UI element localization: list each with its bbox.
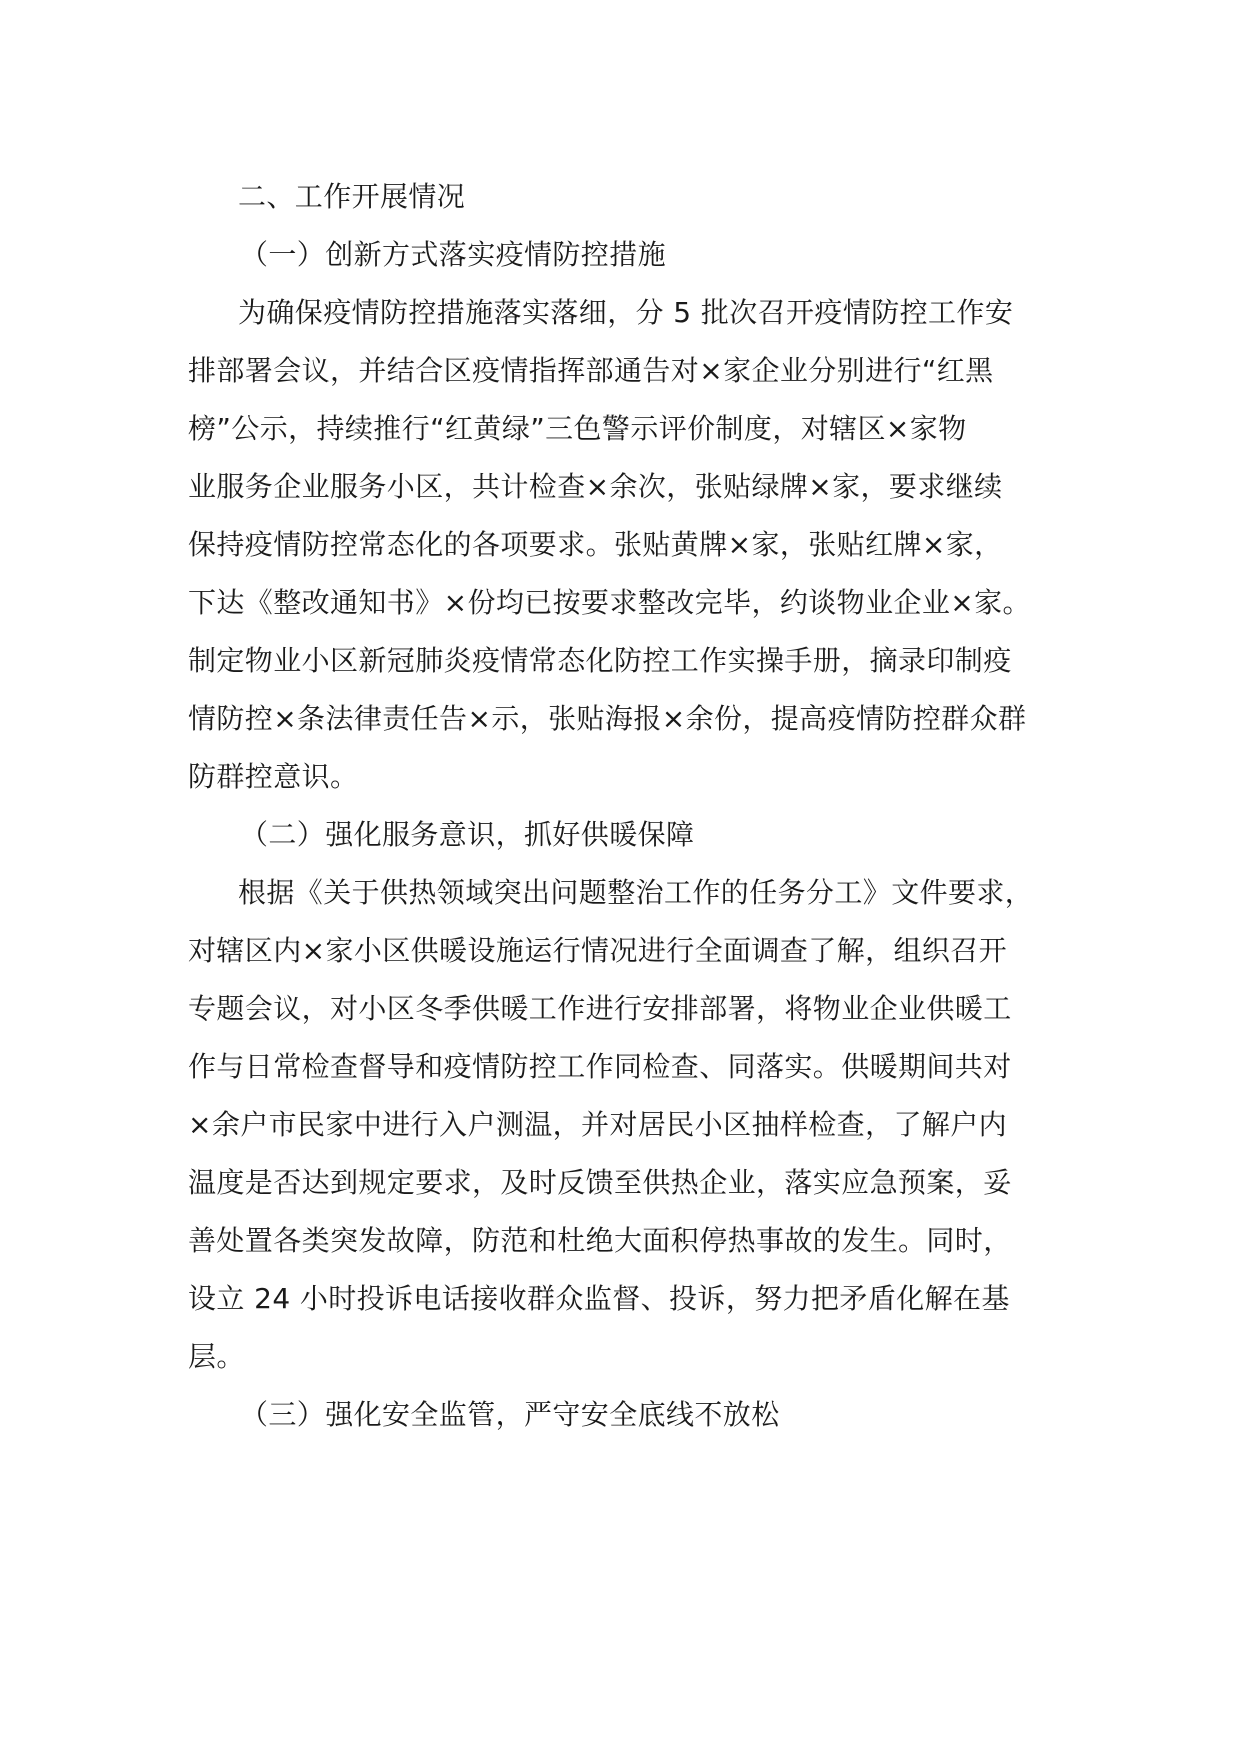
paragraph-1-line-3: 榜”公示，持续推行“红黄绿”三色警示评价制度，对辖区×家物 [188,412,967,445]
paragraph-1-line-5: 保持疫情防控常态化的各项要求。张贴黄牌×家，张贴红牌×家， [188,528,1003,561]
paragraph-1-line-8: 情防控×条法律责任告×示，张贴海报×余份，提高疫情防控群众群 [188,702,1027,735]
paragraph-2-line-1: 根据《关于供热领域突出问题整治工作的任务分工》文件要求， [238,876,1034,909]
paragraph-2-line-2: 对辖区内×家小区供暖设施运行情况进行全面调查了解，组织召开 [188,934,1008,967]
subsection-title-3: （三）强化安全监管，严守安全底线不放松 [240,1398,780,1431]
paragraph-2-line-5: ×余户市民家中进行入户测温，并对居民小区抽样检查，了解户内 [188,1108,1008,1141]
paragraph-2-line-9: 层。 [188,1340,245,1373]
paragraph-2-line-8: 设立 24 小时投诉电话接收群众监督、投诉，努力把矛盾化解在基 [188,1282,1010,1315]
paragraph-1-line-7: 制定物业小区新冠肺炎疫情常态化防控工作实操手册，摘录印制疫 [188,644,1012,677]
paragraph-2-line-6: 温度是否达到规定要求，及时反馈至供热企业，落实应急预案，妥 [188,1166,1012,1199]
section-heading: 二、工作开展情况 [238,180,466,213]
subsection-title-1: （一）创新方式落实疫情防控措施 [240,238,667,271]
paragraph-1-line-1: 为确保疫情防控措施落实落细，分 5 批次召开疫情防控工作安 [238,296,1014,329]
paragraph-1-line-9: 防群控意识。 [188,760,359,793]
paragraph-2-line-7: 善处置各类突发故障，防范和杜绝大面积停热事故的发生。同时， [188,1224,1012,1257]
paragraph-1-line-2: 排部署会议，并结合区疫情指挥部通告对×家企业分别进行“红黑 [188,354,994,387]
paragraph-2-line-4: 作与日常检查督导和疫情防控工作同检查、同落实。供暖期间共对 [188,1050,1012,1083]
paragraph-2-line-3: 专题会议，对小区冬季供暖工作进行安排部署，将物业企业供暖工 [188,992,1012,1025]
subsection-title-2: （二）强化服务意识，抓好供暖保障 [240,818,695,851]
paragraph-1-line-6: 下达《整改通知书》×份均已按要求整改完毕，约谈物业企业×家。 [188,586,1031,619]
paragraph-1-line-4: 业服务企业服务小区，共计检查×余次，张贴绿牌×家，要求继续 [188,470,1003,503]
